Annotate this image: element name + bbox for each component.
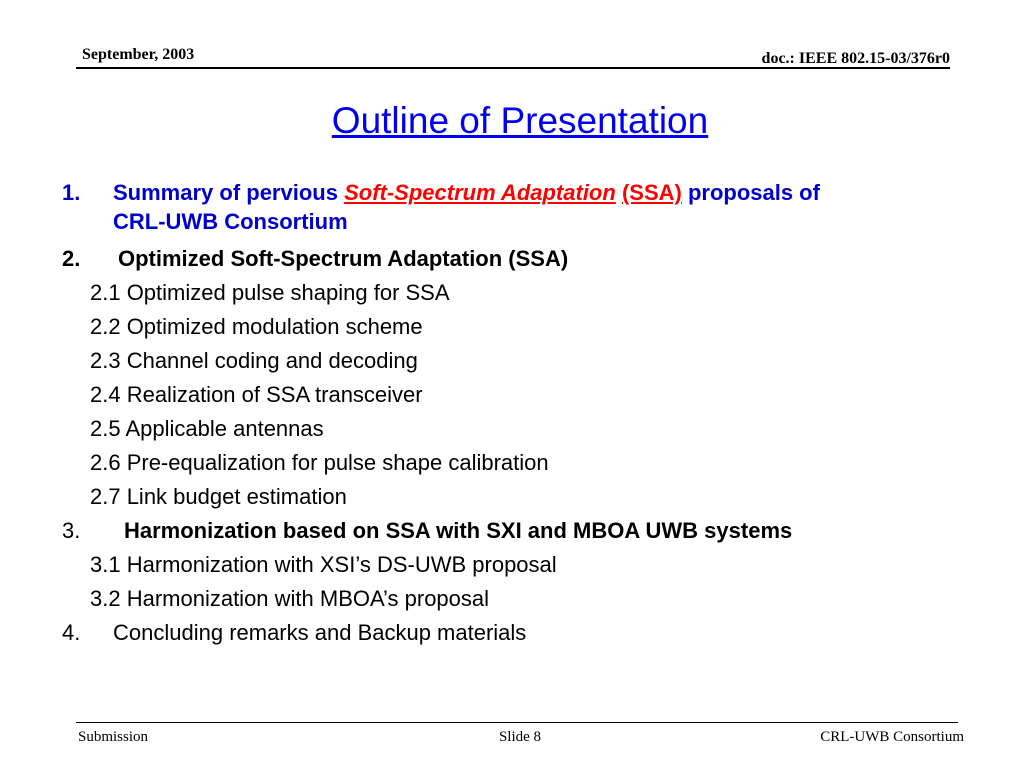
footer-rule xyxy=(76,722,958,723)
sub-item-2-1: 2.1 Optimized pulse shaping for SSA xyxy=(90,280,450,305)
ssa-link[interactable]: Soft-Spectrum Adaptation xyxy=(344,180,616,205)
sub-item-3-1: 3.1 Harmonization with XSI’s DS-UWB proposal xyxy=(90,552,557,577)
slide-title[interactable]: Outline of Presentation xyxy=(331,100,709,141)
outline-item-2-text: Optimized Soft-Spectrum Adaptation (SSA) xyxy=(118,246,569,271)
header-doc-id: doc.: IEEE 802.15-03/376r0 xyxy=(761,50,950,67)
outline-item-2-number: 2. xyxy=(62,246,81,271)
outline-list xyxy=(62,176,962,650)
outline-item-1-text xyxy=(113,178,953,236)
header-date: September, 2003 xyxy=(82,46,195,63)
outline-item-2 xyxy=(62,242,962,276)
sub-item-2-3: 2.3 Channel coding and decoding xyxy=(90,348,418,373)
outline-item-1-lead: Summary of pervious xyxy=(113,180,345,205)
footer-submission: Submission xyxy=(78,729,149,745)
header-rule xyxy=(76,67,950,69)
outline-item-4 xyxy=(62,616,962,650)
outline-item-3-number: 3. xyxy=(62,518,81,543)
sub-item-2-4: 2.4 Realization of SSA transceiver xyxy=(90,382,423,407)
footer-slide-number: Slide 8 xyxy=(498,729,542,745)
outline-item-1 xyxy=(62,176,962,242)
outline-item-3-text: Harmonization based on SSA with SXI and MBOA UWB systems xyxy=(124,518,793,543)
sub-item-3-2: 3.2 Harmonization with MBOA’s proposal xyxy=(90,586,490,611)
sub-item-2-6: 2.6 Pre-equalization for pulse shape calibration xyxy=(90,450,549,475)
outline-item-3 xyxy=(62,514,962,548)
outline-item-1-continuation: CRL-UWB Consortium xyxy=(113,209,348,234)
footer-consortium: CRL-UWB Consortium xyxy=(820,729,964,745)
sub-item-2-2: 2.2 Optimized modulation scheme xyxy=(90,314,423,339)
outline-item-1-number: 1. xyxy=(62,180,81,205)
ssa-abbr-link[interactable]: (SSA) xyxy=(621,180,682,205)
sub-item-2-7: 2.7 Link budget estimation xyxy=(90,484,347,509)
outline-item-1-tail: proposals of xyxy=(681,180,820,205)
outline-item-4-text: Concluding remarks and Backup materials xyxy=(113,620,527,645)
outline-item-4-number: 4. xyxy=(62,620,81,645)
sub-item-2-5: 2.5 Applicable antennas xyxy=(90,416,324,441)
